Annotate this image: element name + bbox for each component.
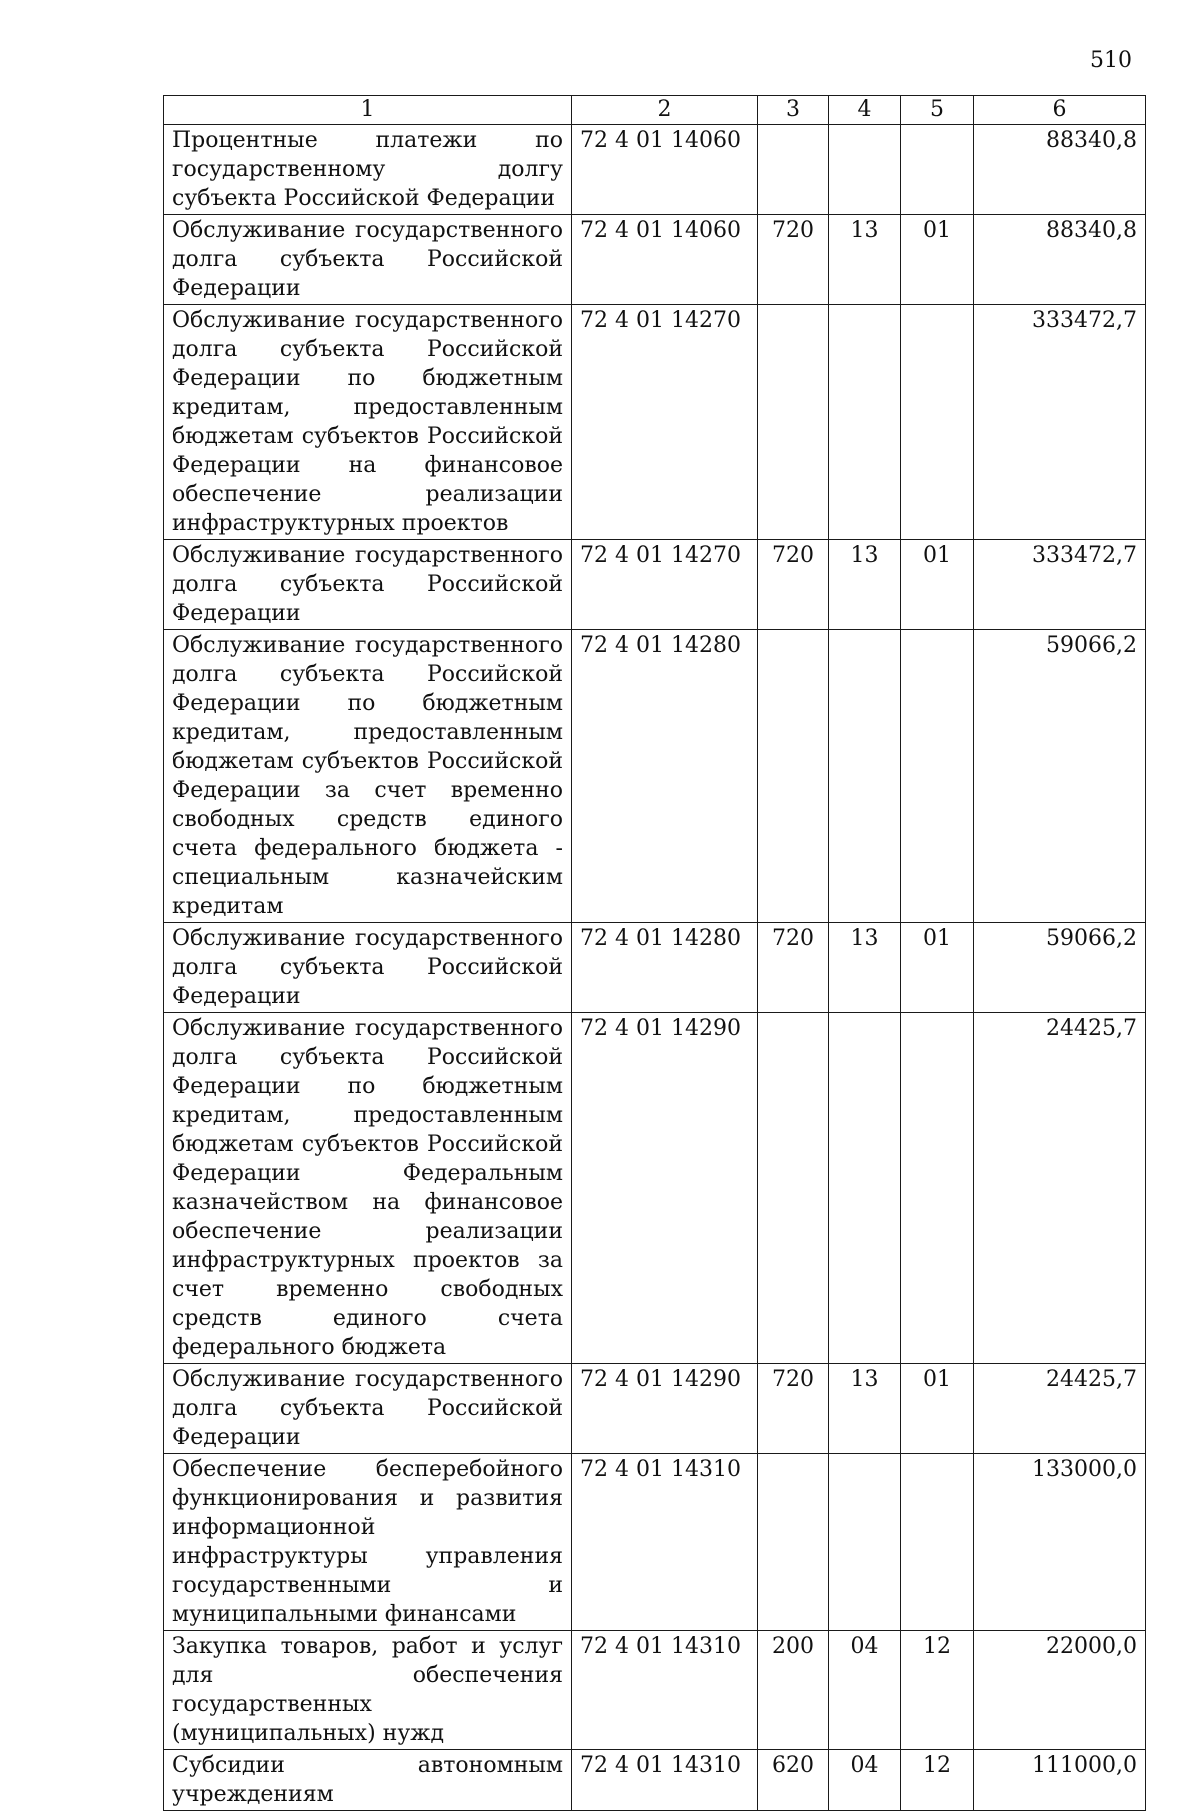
row-code-cell: 72 4 01 14310: [572, 1750, 758, 1811]
row-code-cell: 72 4 01 14290: [572, 1364, 758, 1454]
row-code-cell: 72 4 01 14310: [572, 1454, 758, 1631]
row-col3-cell: 720: [758, 923, 829, 1013]
row-amount-cell: 333472,7: [974, 305, 1146, 540]
row-amount-cell: 22000,0: [974, 1631, 1146, 1750]
table-row: [164, 1631, 1146, 1750]
table-row: [164, 540, 1146, 630]
row-code-cell: 72 4 01 14060: [572, 125, 758, 215]
row-col3-cell: [758, 1013, 829, 1364]
row-amount-cell: 111000,0: [974, 1750, 1146, 1811]
table-row: [164, 125, 1146, 215]
row-col3-cell: 720: [758, 215, 829, 305]
row-col5-cell: [901, 1013, 974, 1364]
row-name-cell: Обслуживание государственного долга субъекта Российской Федерации: [164, 923, 572, 1013]
row-col3-cell: 620: [758, 1750, 829, 1811]
row-col3-cell: [758, 1454, 829, 1631]
row-col4-cell: 13: [829, 215, 901, 305]
table-row: [164, 1750, 1146, 1811]
row-name-cell: Субсидии автономным учреждениям: [164, 1750, 572, 1811]
table-row: [164, 1364, 1146, 1454]
row-col3-cell: [758, 125, 829, 215]
table-row: [164, 1454, 1146, 1631]
row-col4-cell: [829, 305, 901, 540]
column-header: 4: [829, 96, 901, 125]
row-name-cell: Обслуживание государственного долга субъекта Российской Федерации по бюджетным кредитам, предоставленным бюджетам субъектов Российской Федерации на финансовое обеспечение реализации инфраструктурных проектов: [164, 305, 572, 540]
row-col5-cell: [901, 630, 974, 923]
row-col5-cell: 12: [901, 1631, 974, 1750]
row-amount-cell: 59066,2: [974, 923, 1146, 1013]
row-col3-cell: 720: [758, 540, 829, 630]
row-name-cell: Обслуживание государственного долга субъекта Российской Федерации по бюджетным кредитам, предоставленным бюджетам субъектов Российской Федерации за счет временно свободных средств единого счета федерального бюджета - специальным казначейским кредитам: [164, 630, 572, 923]
row-name-cell: Обслуживание государственного долга субъекта Российской Федерации по бюджетным кредитам, предоставленным бюджетам субъектов Российской Федерации Федеральным казначейством на финансовое обеспечение реализации инфраструктурных проектов за счет временно свободных средств единого счета федерального бюджета: [164, 1013, 572, 1364]
row-amount-cell: 133000,0: [974, 1454, 1146, 1631]
row-col4-cell: 13: [829, 923, 901, 1013]
row-code-cell: 72 4 01 14270: [572, 540, 758, 630]
row-col3-cell: 200: [758, 1631, 829, 1750]
row-col5-cell: [901, 305, 974, 540]
column-header: 3: [758, 96, 829, 125]
row-col4-cell: 04: [829, 1631, 901, 1750]
row-name-cell: Процентные платежи по государственному долгу субъекта Российской Федерации: [164, 125, 572, 215]
column-header: 5: [901, 96, 974, 125]
table-row: [164, 1013, 1146, 1364]
budget-table: [163, 95, 1146, 1811]
row-code-cell: 72 4 01 14290: [572, 1013, 758, 1364]
row-amount-cell: 24425,7: [974, 1364, 1146, 1454]
row-col5-cell: 01: [901, 923, 974, 1013]
table-body: [164, 125, 1146, 1811]
row-col3-cell: [758, 305, 829, 540]
row-col4-cell: 13: [829, 540, 901, 630]
row-name-cell: Закупка товаров, работ и услуг для обеспечения государственных (муниципальных) нужд: [164, 1631, 572, 1750]
column-header: 1: [164, 96, 572, 125]
row-col5-cell: [901, 125, 974, 215]
row-code-cell: 72 4 01 14060: [572, 215, 758, 305]
row-code-cell: 72 4 01 14310: [572, 1631, 758, 1750]
row-col3-cell: [758, 630, 829, 923]
row-col4-cell: [829, 630, 901, 923]
row-name-cell: Обеспечение бесперебойного функционирования и развития информационной инфраструктуры управления государственными и муниципальными финансами: [164, 1454, 572, 1631]
row-col3-cell: 720: [758, 1364, 829, 1454]
row-name-cell: Обслуживание государственного долга субъекта Российской Федерации: [164, 1364, 572, 1454]
row-code-cell: 72 4 01 14280: [572, 630, 758, 923]
row-name-cell: Обслуживание государственного долга субъекта Российской Федерации: [164, 215, 572, 305]
row-amount-cell: 88340,8: [974, 215, 1146, 305]
row-col5-cell: [901, 1454, 974, 1631]
row-amount-cell: 88340,8: [974, 125, 1146, 215]
row-col5-cell: 01: [901, 1364, 974, 1454]
column-header: 2: [572, 96, 758, 125]
table-row: [164, 305, 1146, 540]
row-amount-cell: 59066,2: [974, 630, 1146, 923]
table-row: [164, 630, 1146, 923]
header-row: [164, 96, 1146, 125]
row-name-cell: Обслуживание государственного долга субъекта Российской Федерации: [164, 540, 572, 630]
row-col5-cell: 01: [901, 215, 974, 305]
row-code-cell: 72 4 01 14280: [572, 923, 758, 1013]
row-amount-cell: 24425,7: [974, 1013, 1146, 1364]
table-row: [164, 923, 1146, 1013]
column-header: 6: [974, 96, 1146, 125]
row-col4-cell: 13: [829, 1364, 901, 1454]
row-col4-cell: [829, 1013, 901, 1364]
row-amount-cell: 333472,7: [974, 540, 1146, 630]
row-code-cell: 72 4 01 14270: [572, 305, 758, 540]
row-col5-cell: 01: [901, 540, 974, 630]
row-col5-cell: 12: [901, 1750, 974, 1811]
row-col4-cell: [829, 125, 901, 215]
page-number: 510: [1090, 48, 1132, 73]
table-row: [164, 215, 1146, 305]
row-col4-cell: 04: [829, 1750, 901, 1811]
row-col4-cell: [829, 1454, 901, 1631]
